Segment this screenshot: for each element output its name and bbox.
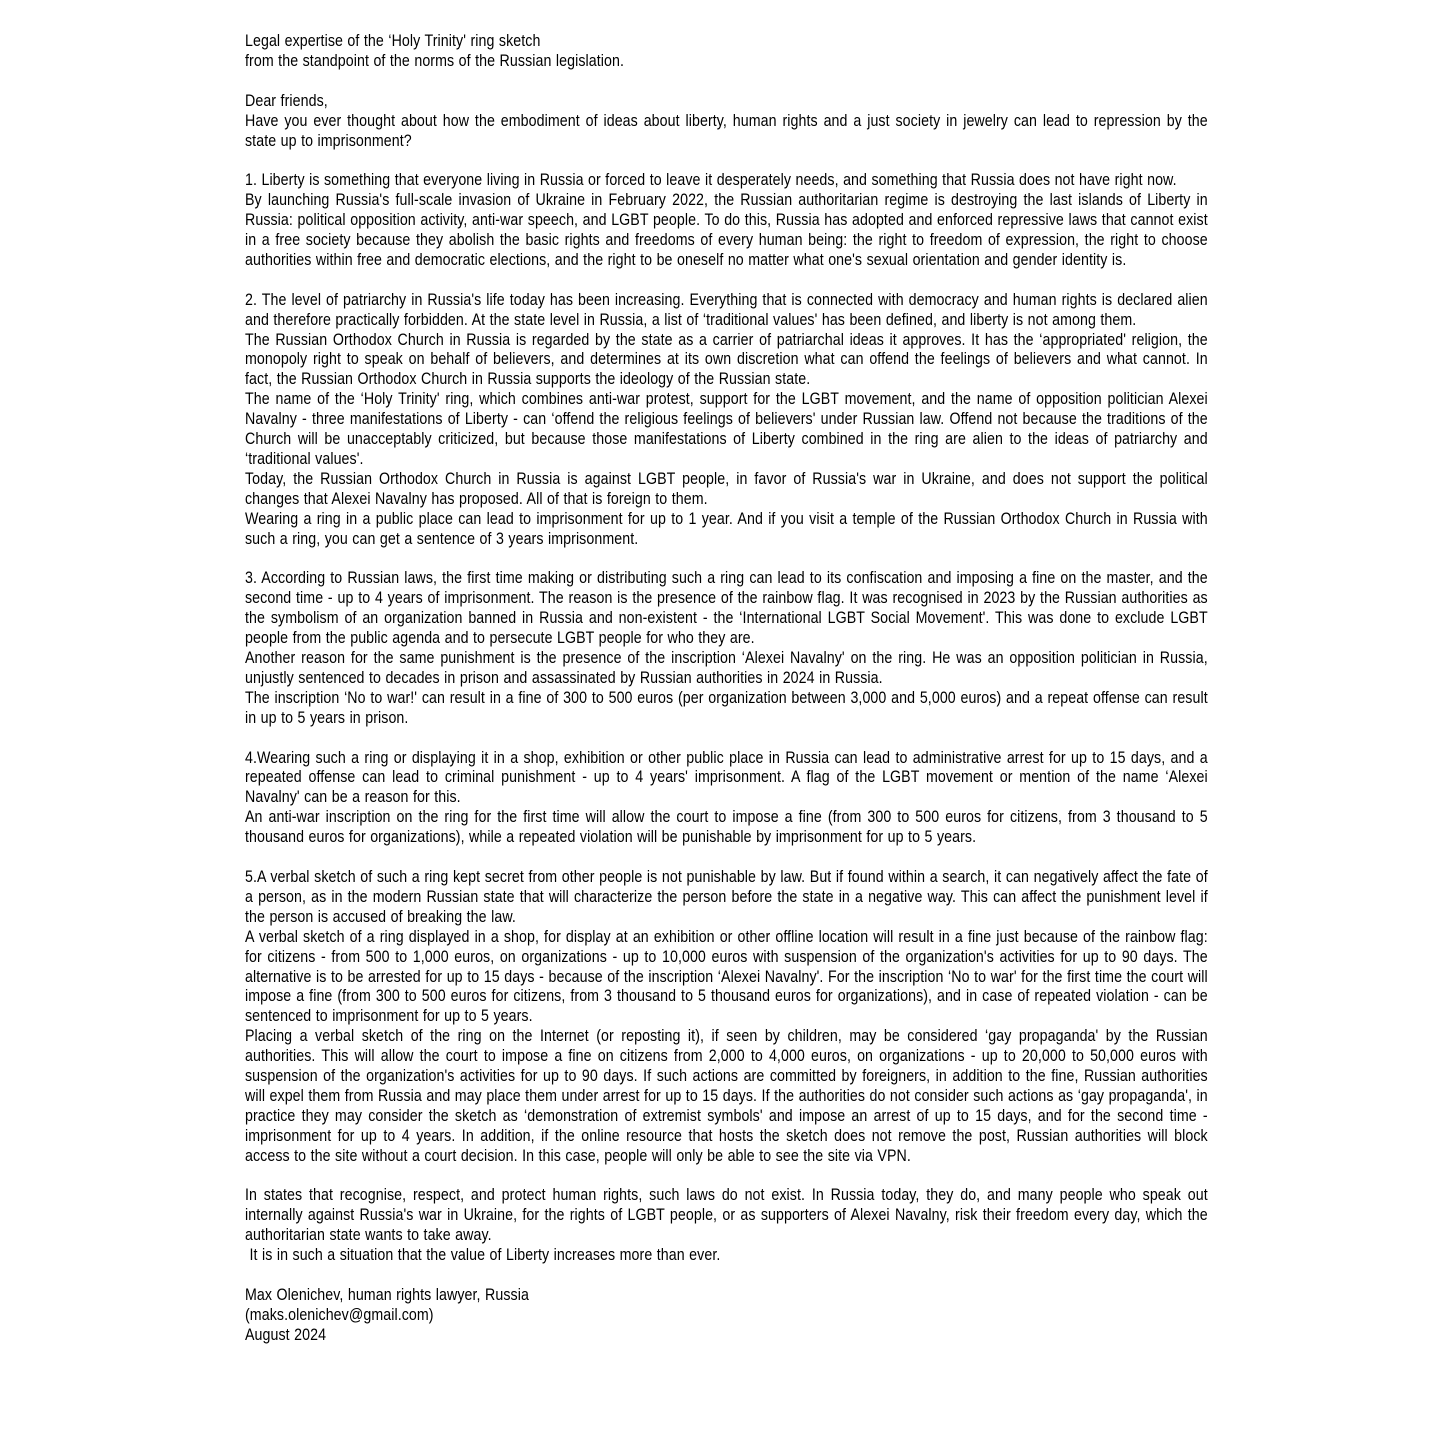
paragraph: Placing a verbal sketch of the ring on the Internet (or reposting it), if seen by children, may be considered ‘gay propaganda' by the Russian authorities. This will allow the court to impose a fine on citizens from 2,000 to 4,000 euros, on organizations - up to 20,000 to 50,000 euros with suspension of the organization's activities for up to 90 days. If such actions are committed by foreigners, in addition to the fine, Russian authorities will expel them from Russia and may place them under arrest for up to 15 days. If the authorities do not consider such actions as ‘gay propaganda', in practice they may consider the sketch as ‘demonstration of extremist symbols' and impose an arrest of up to 15 days, and for the second time - imprisonment for up to 4 years. In addition, if the online resource that hosts the sketch does not remove the post, Russian authorities will block access to the site without a court decision. In this case, people will only be able to see the site via VPN. [245,1026,1208,1165]
paragraph: 4.Wearing such a ring or displaying it in a shop, exhibition or other public place in Russia can lead to administrative arrest for up to 15 days, and a repeated offense can lead to criminal punishment - up to 4 years' imprisonment. A flag of the LGBT movement or mention of the name ‘Alexei Navalny' can be a reason for this. [245,747,1208,807]
paragraph: Have you ever thought about how the embodiment of ideas about liberty, human rights and a just society in jewelry can lead to repression by the state up to imprisonment? [245,110,1208,150]
paragraph: 5.A verbal sketch of such a ring kept secret from other people is not punishable by law. But if found within a search, it can negatively affect the fate of a person, as in the modern Russian state that will characterize the person before the state in a negative way. This can affect the punishment level if the person is accused of breaking the law. [245,866,1208,926]
paragraph: Another reason for the same punishment is the presence of the inscription ‘Alexei Navalny' on the ring. He was an opposition politician in Russia, unjustly sentenced to decades in prison and assassinated by Russian authorities in 2024 in Russia. [245,648,1208,687]
section-4 [245,748,1208,848]
paragraph: Dear friends, [245,90,328,110]
paragraph: The Russian Orthodox Church in Russia is regarded by the state as a carrier of patriarchal ideas it approves. It has the ‘appropriated' religion, the monopoly right to speak on behalf of believers, and determines at its own discretion what can offend the feelings of believers and what cannot. In fact, the Russian Orthodox Church in Russia supports the ideology of the Russian state. [245,329,1208,389]
paragraph: Max Olenichev, human rights lawyer, Russia [245,1284,529,1304]
paragraph: An anti-war inscription on the ring for the first time will allow the court to impose a fine (from 300 to 500 euros for citizens, from 3 thousand to 5 thousand euros for organizations), while a repeated violation will be punishable by imprisonment for up to 5 years. [245,807,1208,847]
paragraph: 3. According to Russian laws, the first time making or distributing such a ring can lead to its confiscation and imposing a fine on the master, and the second time - up to 4 years of imprisonment. The reason is the presence of the rainbow flag. It was recognised in 2023 by the Russian authorities as the symbolism of an organization banned in Russia and non-existent - the ‘International LGBT Social Movement'. This was done to exclude LGBT people from the public agenda and to persecute LGBT people for who they are. [245,568,1208,648]
section-1 [245,170,1208,270]
paragraph: A verbal sketch of a ring displayed in a shop, for display at an exhibition or other offline location will result in a fine just because of the rainbow flag: for citizens - from 500 to 1,000 euros, on organizations - up to 10,000 euros with suspension of the organization's activities for up to 90 days. The alternative is to be arrested for up to 15 days - because of the inscription ‘Alexei Navalny'. For the inscription ‘No to war' for the first time the court will impose a fine (from 300 to 500 euros for citizens, from 3 thousand to 5 thousand euros for organizations), and in case of repeated violation - can be sentenced to imprisonment for up to 5 years. [245,926,1208,1026]
paragraph: 2. The level of patriarchy in Russia's life today has been increasing. Everything that is connected with democracy and human rights is declared alien and therefore practically forbidden. At the state level in Russia, a list of ‘traditional values' has been defined, and liberty is not among them. [245,289,1208,329]
paragraph: 1. Liberty is something that everyone living in Russia or forced to leave it desperately needs, and something that Russia does not have right now. [245,170,1177,190]
paragraph: The name of the ‘Holy Trinity' ring, which combines anti-war protest, support for the LGBT movement, and the name of opposition politician Alexei Navalny - three manifestations of Liberty - can ‘offend the religious feelings of believers' under Russian law. Offend not because the traditions of the Church will be unacceptably criticized, but because those manifestations of Liberty combined in the ring are alien to the ideas of patriarchy and ‘traditional values'. [245,389,1208,468]
paragraph: Today, the Russian Orthodox Church in Russia is against LGBT people, in favor of Russia's war in Ukraine, and does not support the political changes that Alexei Navalny has proposed. All of that is foreign to them. [245,468,1208,508]
document-body [245,31,1208,1345]
paragraph: Legal expertise of the ‘Holy Trinity' ring sketch [245,31,541,50]
paragraph: In states that recognise, respect, and protect human rights, such laws do not exist. In Russia today, they do, and many people who speak out internally against Russia's war in Ukraine, for the rights of LGBT people, or as supporters of Alexei Navalny, risk their freedom every day, which the authoritarian state wants to take away. [245,1185,1208,1245]
section-2 [245,290,1208,549]
paragraph: By launching Russia's full-scale invasion of Ukraine in February 2022, the Russian authoritarian regime is destroying the last islands of Liberty in Russia: political opposition activity, anti-war speech, and LGBT people. To do this, Russia has adopted and enforced repressive laws that cannot exist in a free society because they abolish the basic rights and freedoms of every human being: the right to freedom of expression, the right to choose authorities within free and democratic elections, and the right to be oneself no matter what one's sexual orientation and gender identity is. [245,190,1208,269]
paragraph: The inscription ‘No to war!' can result in a fine of 300 to 500 euros (per organization between 3,000 and 5,000 euros) and a repeat offense can result in up to 5 years in prison. [245,687,1208,727]
section-5 [245,867,1208,1166]
section-3 [245,568,1208,727]
paragraph: August 2024 [245,1324,327,1344]
paragraph: Wearing a ring in a public place can lead to imprisonment for up to 1 year. And if you visit a temple of the Russian Orthodox Church in Russia with such a ring, you can get a sentence of 3 years imprisonment. [245,508,1208,548]
signature-block [245,1285,1208,1345]
greeting-block [245,91,1208,151]
paragraph: (maks.olenichev@gmail.com) [245,1304,434,1324]
paragraph: It is in such a situation that the value of Liberty increases more than ever. [245,1245,721,1265]
title-block [245,31,1208,71]
paragraph: from the standpoint of the norms of the Russian legislation. [245,50,624,70]
closing-block [245,1185,1208,1265]
